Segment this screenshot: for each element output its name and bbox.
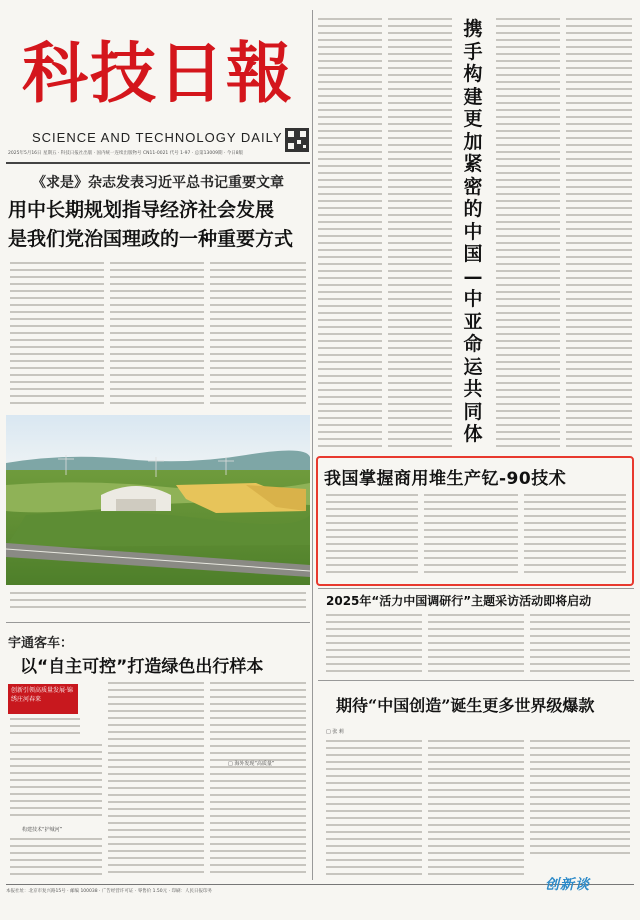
divider-right-1 xyxy=(318,588,634,589)
lead-story-body-col2 xyxy=(110,262,204,410)
creation-body-col2 xyxy=(428,740,524,880)
divider-footer xyxy=(6,884,634,885)
yutong-body-col1b xyxy=(10,838,102,880)
photo-caption xyxy=(10,592,306,616)
right-top-body-col1 xyxy=(318,18,382,450)
lead-story-headline-line1: 用中长期规划指导经济社会发展 xyxy=(8,199,275,221)
yutong-body-col1 xyxy=(10,744,102,820)
masthead-english: SCIENCE AND TECHNOLOGY DAILY xyxy=(32,130,283,145)
lead-story-headline[interactable] xyxy=(8,196,308,254)
divider-left-1 xyxy=(6,622,310,623)
lead-story-body-col1 xyxy=(10,262,104,410)
masthead-meta: 2025年5月16日 星期五 · 科技日报社出版 · 国内统一连续出版物号 CN11-0021 代号 1-97 · 总第13009期 · 今日8版 xyxy=(8,151,244,156)
series-badge: 创新引领高质量发展·锦绣庄河春来 xyxy=(8,684,78,714)
campaign-headline[interactable]: 2025年“活力中国调研行”主题采访活动即将启动 xyxy=(326,594,592,608)
creation-body-col3 xyxy=(530,740,630,866)
campaign-body-col1 xyxy=(326,614,422,676)
column-divider xyxy=(312,10,313,880)
highlight-body-col3 xyxy=(524,494,626,578)
vertical-headline[interactable]: 携手构建更加紧密的中国—中亚命运共同体 xyxy=(463,18,483,445)
masthead-title-text: 科技日報 xyxy=(22,34,294,112)
masthead-rule xyxy=(6,162,310,164)
yutong-headline[interactable]: 以“自主可控”打造绿色出行样本 xyxy=(20,657,264,677)
highlight-body-col2 xyxy=(424,494,518,578)
masthead-title xyxy=(18,18,298,128)
yutong-subhead: 构建技术“护城河” xyxy=(22,827,63,833)
right-top-body-col2 xyxy=(388,18,452,450)
creation-body-col1 xyxy=(326,740,422,880)
right-top-body-col3 xyxy=(496,18,560,450)
yutong-byline xyxy=(10,718,80,740)
footer-info: 本报社址：北京市复兴路15号 · 邮编 100038 · 广告经营许可证 · 零售价 1.50元 · 印刷：人民日报印务 xyxy=(6,889,212,894)
landscape-photo xyxy=(6,415,310,585)
yutong-body-col2 xyxy=(108,682,204,880)
creation-byline: □ 张 莉 xyxy=(326,729,344,735)
column-logo: 创新谈 xyxy=(545,877,590,893)
creation-headline[interactable]: 期待“中国创造”诞生更多世界级爆款 xyxy=(336,696,595,715)
qr-code-icon xyxy=(285,128,309,152)
campaign-body-col3 xyxy=(530,614,630,676)
lead-story-kicker: 《求是》杂志发表习近平总书记重要文章 xyxy=(32,175,284,191)
yutong-body-col3 xyxy=(210,682,306,880)
overseas-subhead: □ 海外发现“高质量” xyxy=(228,761,275,767)
highlight-headline[interactable]: 我国掌握商用堆生产钇-90技术 xyxy=(324,469,567,489)
divider-right-2 xyxy=(318,680,634,681)
yutong-kicker: 宇通客车： xyxy=(8,636,74,651)
highlight-body-col1 xyxy=(326,494,418,578)
campaign-body-col2 xyxy=(428,614,524,676)
lead-story-body-col3 xyxy=(210,262,306,410)
right-top-body-col4 xyxy=(566,18,632,450)
lead-story-headline-line2: 是我们党治国理政的一种重要方式 xyxy=(8,228,294,250)
